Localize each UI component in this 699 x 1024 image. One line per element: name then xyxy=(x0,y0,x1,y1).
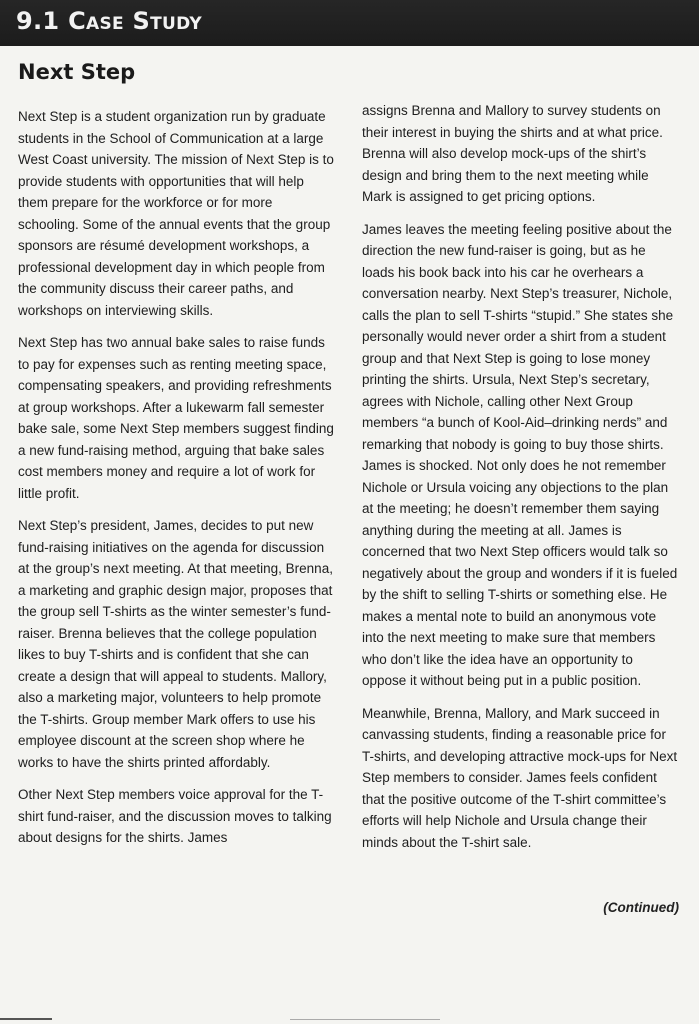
right-column xyxy=(362,100,680,864)
left-column xyxy=(18,106,336,860)
continued-label: (Continued) xyxy=(603,900,679,915)
article-title: Next Step xyxy=(18,60,136,84)
section-title: 9.1 Case Study xyxy=(16,7,202,35)
paragraph: Meanwhile, Brenna, Mallory, and Mark succeed in canvassing students, finding a reasonable price for T-shirts, and developing attractive mock-ups for Next Step members to consider. James feels confident that the positive outcome of the T-shirt committee’s efforts will help Nichole and Ursula change their minds about the T-shirt sale. xyxy=(362,705,678,850)
page-edge-rule xyxy=(0,1018,52,1020)
paragraph: Next Step has two annual bake sales to raise funds to pay for expenses such as renting meeting space, compensating speakers, and providing refreshments at group workshops. After a lukewarm fall semester bake sale, some Next Step members suggest finding a new fund-raising method, arguing that bake sales cost members money and require a lot of work for little profit. xyxy=(18,335,334,501)
paragraph: Other Next Step members voice approval for the T-shirt fund-raiser, and the discussion moves to talking about designs for the shirts. James xyxy=(18,787,332,845)
header-bar xyxy=(0,0,699,46)
paragraph: James leaves the meeting feeling positive about the direction the new fund-raiser is going, but as he loads his book back into his car he overhears a conversation nearby. Next Step’s treasurer, Nichole, calls the plan to sell T-shirts “stupid.” She states she personally would never order a shirt from a student group and that Next Step is going to lose money printing the shirts. Ursula, Next Step’s secretary, agrees with Nichole, calling other Next Group members “a bunch of Kool-Aid–drinking nerds” and remarking that nobody is going to buy those shirts. James is shocked. Not only does he not remember Nichole or Ursula voicing any objections to the plan at the meeting; he doesn’t remember them saying anything during the meeting at all. James is concerned that two Next Step officers would talk so negatively about the group and wonders if it is fueled by the shift to selling T-shirts or something else. He makes a mental note to build an anonymous vote into the next meeting to make sure that members who don’t like the idea have an opportunity to oppose it without being put in a public position. xyxy=(362,221,678,688)
paragraph: Next Step is a student organization run by graduate students in the School of Communication at a large West Coast university. The mission of Next Step is to provide students with opportunities that will help them prepare for the workforce or for more schooling. Some of the annual events that the group sponsors are résumé development workshops, a professional development day in which people from the community discuss their career paths, and workshops on interviewing skills. xyxy=(18,109,334,318)
page-edge-rule xyxy=(290,1019,440,1020)
paragraph: assigns Brenna and Mallory to survey students on their interest in buying the shirts and at what price. Brenna will also develop mock-ups of the shirt’s design and bring them to the next meeting while Mark is assigned to get pricing options. xyxy=(362,103,663,204)
paragraph: Next Step’s president, James, decides to put new fund-raising initiatives on the agenda for discussion at the group’s next meeting. At that meeting, Brenna, a marketing and graphic design major, proposes that the group sell T-shirts as the winter semester’s fund-raiser. Brenna believes that the college population likes to buy T-shirts and is confident that she can create a design that will appeal to students. Mallory, also a marketing major, volunteers to help promote the T-shirts. Group member Mark offers to use his employee discount at the screen shop where he works to have the shirts printed affordably. xyxy=(18,518,333,770)
